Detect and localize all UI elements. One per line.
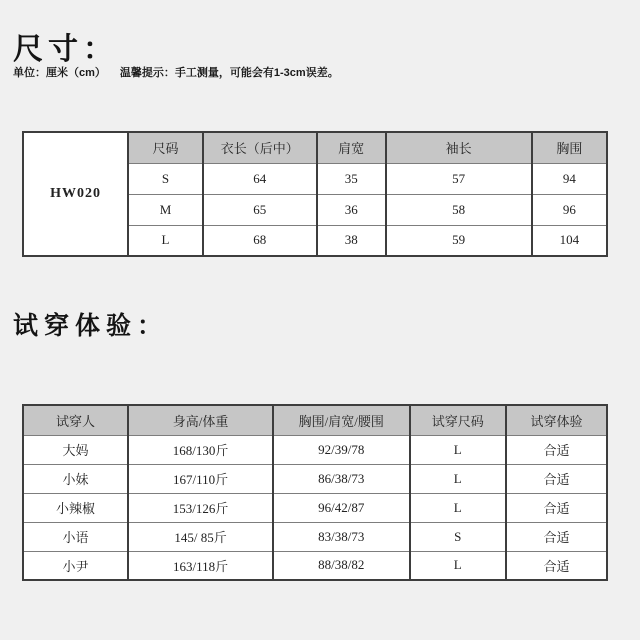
product-code-cell: HW020 (23, 132, 128, 256)
sleeve-cell: 57 (386, 163, 532, 194)
measurements-cell: 83/38/73 (273, 522, 410, 551)
fit-table-header-row (23, 405, 607, 435)
fit-row (23, 493, 607, 522)
fit-header-size: 试穿尺码 (410, 405, 506, 435)
tried-size-cell: L (410, 493, 506, 522)
fit-row (23, 522, 607, 551)
height-weight-cell: 163/118斤 (128, 551, 273, 580)
person-cell: 小辣椒 (23, 493, 128, 522)
fit-header-measurements: 胸围/肩宽/腰围 (273, 405, 410, 435)
size-cell: S (128, 163, 203, 194)
experience-cell: 合适 (506, 493, 607, 522)
shoulder-cell: 35 (317, 163, 386, 194)
fit-row (23, 551, 607, 580)
fit-row (23, 435, 607, 464)
size-cell: M (128, 194, 203, 225)
height-weight-cell: 153/126斤 (128, 493, 273, 522)
size-header-size: 尺码 (128, 132, 203, 163)
tried-size-cell: L (410, 464, 506, 493)
sleeve-cell: 59 (386, 225, 532, 256)
fit-table (22, 404, 608, 581)
measurements-cell: 86/38/73 (273, 464, 410, 493)
fit-header-person: 试穿人 (23, 405, 128, 435)
size-table-header-row (23, 132, 607, 163)
size-note (13, 64, 339, 80)
bust-cell: 96 (532, 194, 607, 225)
size-note-tip: 温馨提示：手工测量，可能会有1-3cm误差。 (119, 67, 339, 79)
experience-cell: 合适 (506, 435, 607, 464)
fit-row (23, 464, 607, 493)
size-header-sleeve: 袖长 (386, 132, 532, 163)
bust-cell: 104 (532, 225, 607, 256)
measurements-cell: 88/38/82 (273, 551, 410, 580)
person-cell: 大妈 (23, 435, 128, 464)
size-header-shoulder: 肩宽 (317, 132, 386, 163)
measurements-cell: 96/42/87 (273, 493, 410, 522)
size-note-unit: 单位：厘米（cm） (13, 67, 106, 79)
length-cell: 64 (203, 163, 317, 194)
tried-size-cell: L (410, 551, 506, 580)
person-cell: 小妹 (23, 464, 128, 493)
shoulder-cell: 38 (317, 225, 386, 256)
size-table (22, 131, 608, 257)
fit-header-height-weight: 身高/体重 (128, 405, 273, 435)
person-cell: 小语 (23, 522, 128, 551)
length-cell: 65 (203, 194, 317, 225)
tried-size-cell: L (410, 435, 506, 464)
height-weight-cell: 168/130斤 (128, 435, 273, 464)
experience-cell: 合适 (506, 464, 607, 493)
size-header-length: 衣长（后中） (203, 132, 317, 163)
measurements-cell: 92/39/78 (273, 435, 410, 464)
fit-header-experience: 试穿体验 (506, 405, 607, 435)
height-weight-cell: 145/ 85斤 (128, 522, 273, 551)
tried-size-cell: S (410, 522, 506, 551)
bust-cell: 94 (532, 163, 607, 194)
height-weight-cell: 167/110斤 (128, 464, 273, 493)
length-cell: 68 (203, 225, 317, 256)
size-header-bust: 胸围 (532, 132, 607, 163)
person-cell: 小尹 (23, 551, 128, 580)
experience-cell: 合适 (506, 522, 607, 551)
experience-cell: 合适 (506, 551, 607, 580)
size-section-title: 尺寸： (13, 33, 118, 66)
sleeve-cell: 58 (386, 194, 532, 225)
size-cell: L (128, 225, 203, 256)
fit-section-title: 试穿体验： (13, 312, 169, 340)
shoulder-cell: 36 (317, 194, 386, 225)
